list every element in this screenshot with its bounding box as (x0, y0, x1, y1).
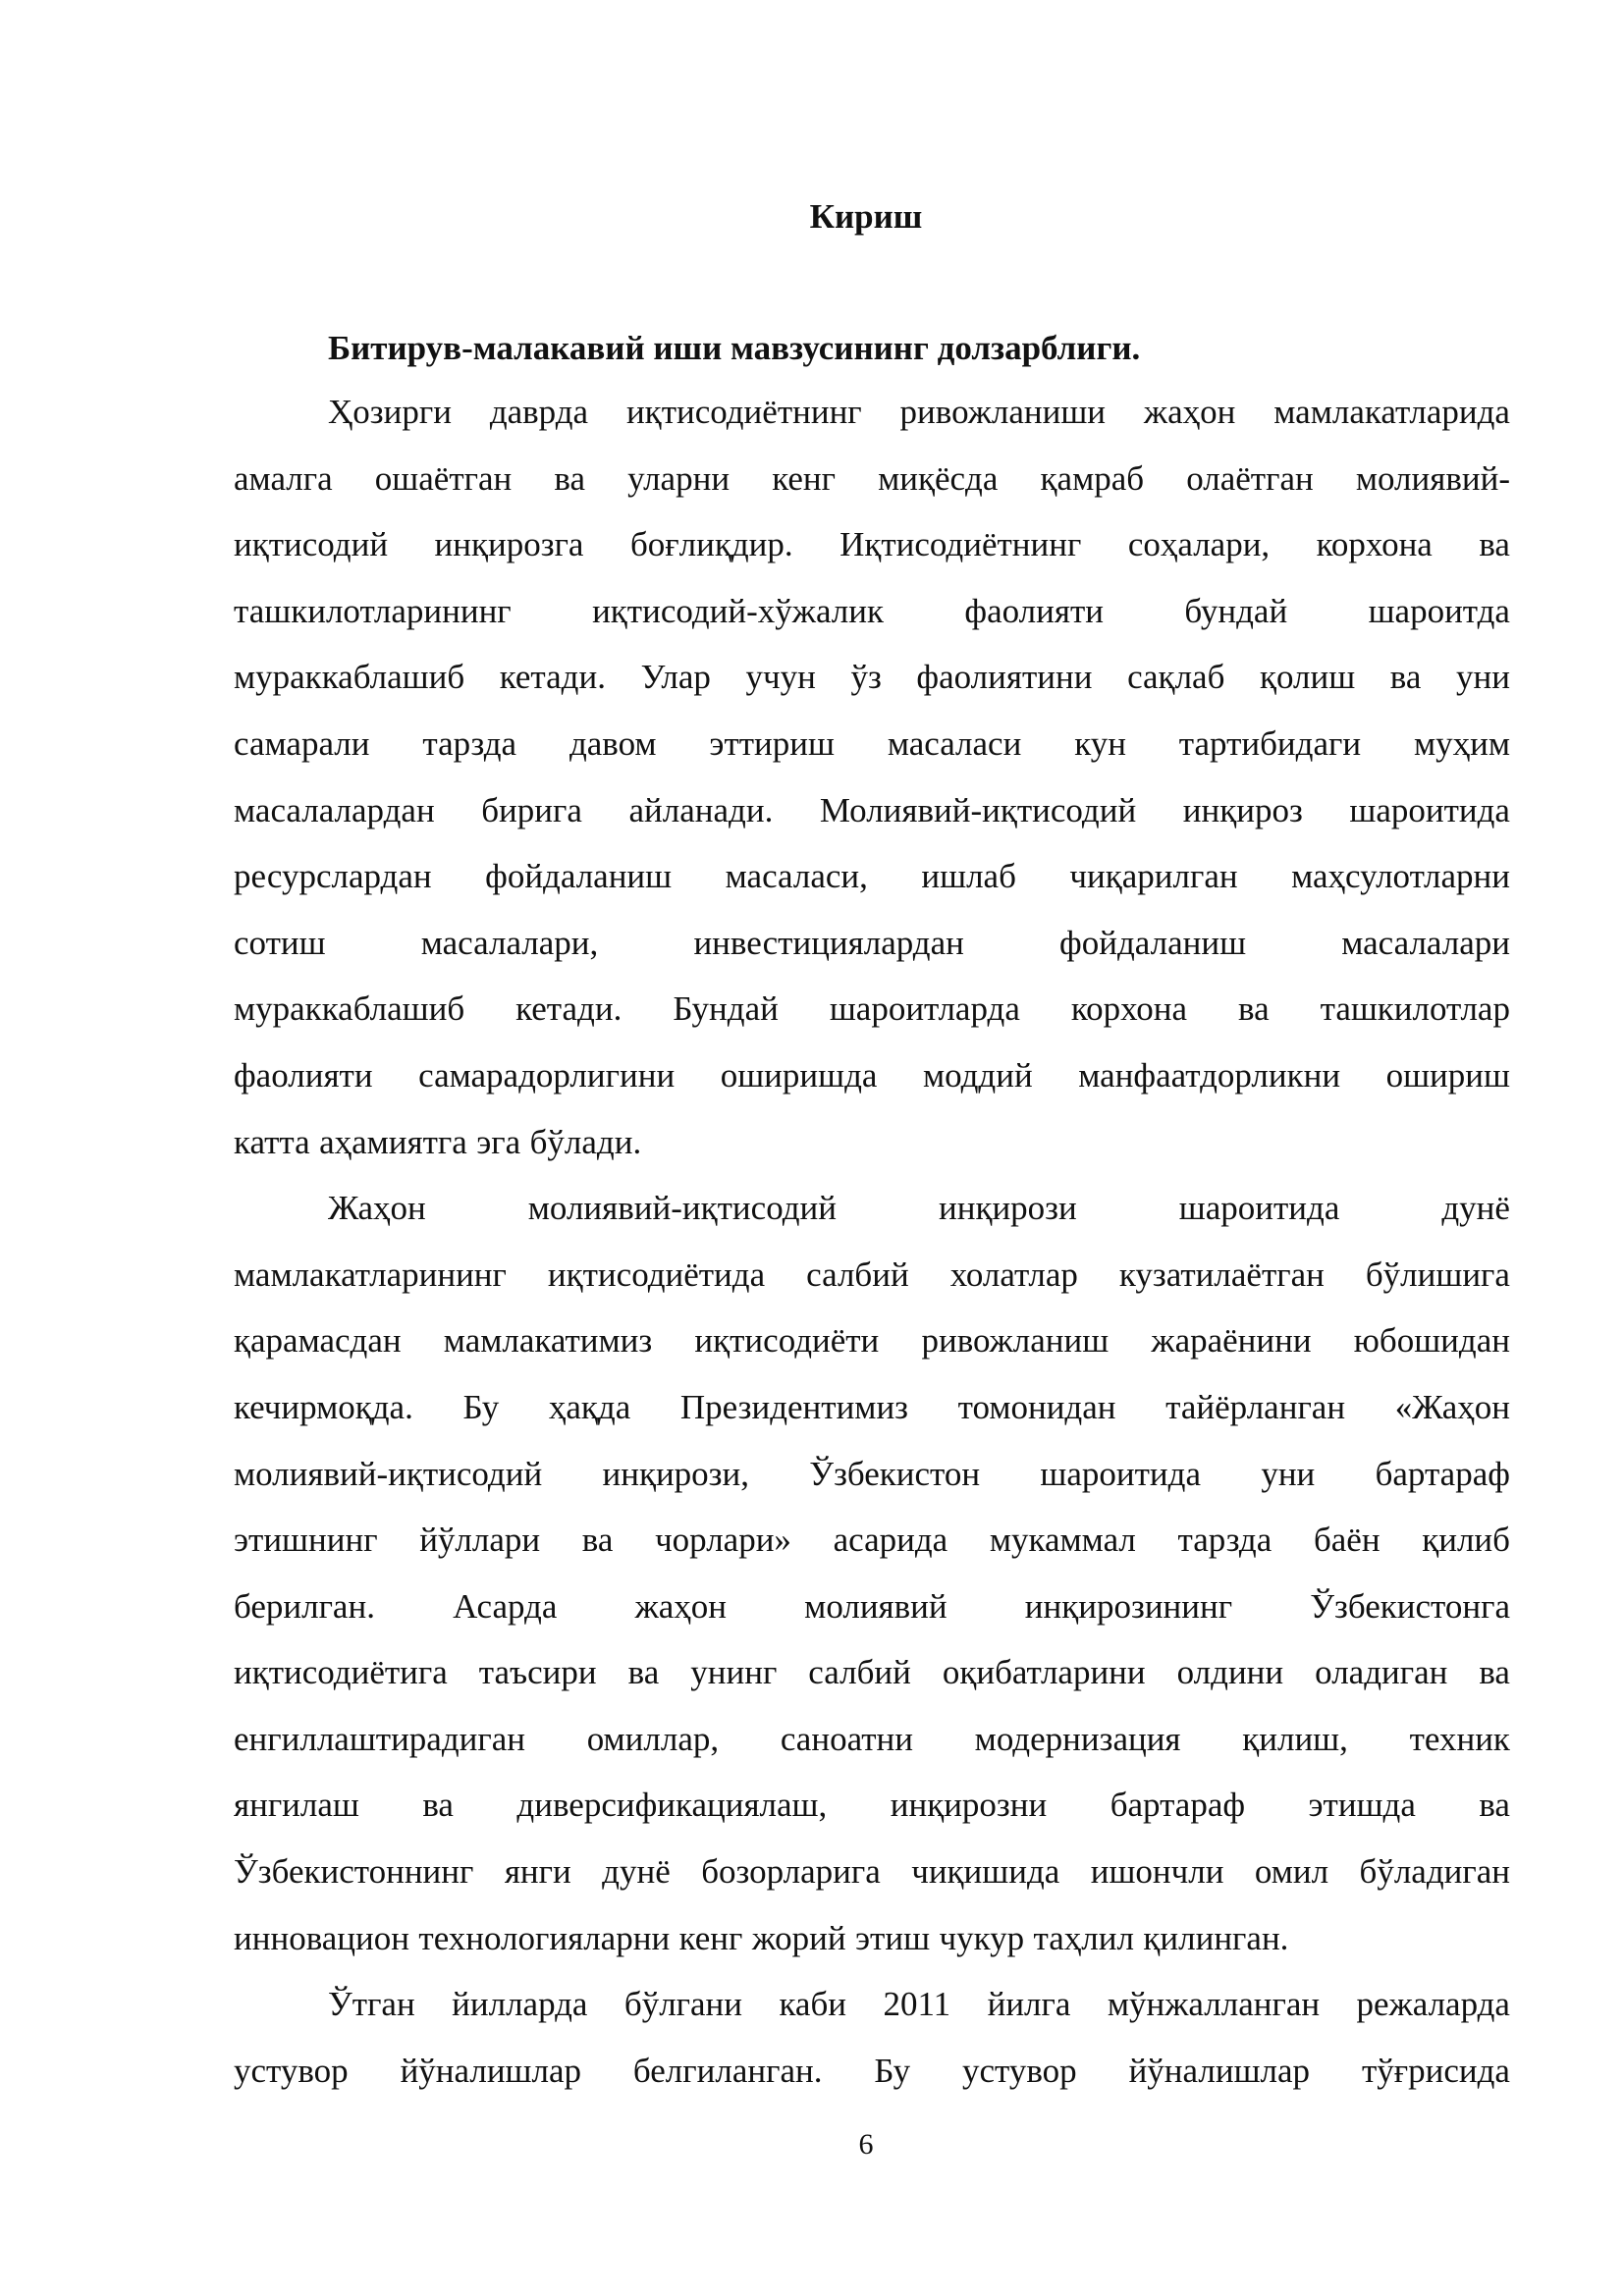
text-line (234, 1847, 1510, 1914)
word: мамлакатимиз (443, 1321, 653, 1361)
word: фаолиятини (916, 658, 1093, 697)
word: молиявий (804, 1586, 947, 1626)
word: асарида (833, 1521, 948, 1560)
word: салбий (808, 1653, 911, 1692)
word: бозорларига (701, 1852, 881, 1892)
word: оқибатларини (942, 1653, 1146, 1692)
word: мураккаблашиб (234, 658, 465, 697)
word: жаҳон (634, 1586, 728, 1626)
text-line (234, 1450, 1510, 1517)
word: ва (627, 1653, 660, 1692)
word: Бундай (673, 989, 779, 1029)
text-line (234, 919, 1510, 986)
word: Бу (874, 2051, 911, 2090)
word: йўналишлар (1128, 2051, 1311, 2090)
word: манфаатдорликни (1078, 1055, 1341, 1095)
word: бўладиган (1359, 1852, 1510, 1892)
text-line (234, 520, 1510, 587)
word: мамлакатларида (1273, 393, 1510, 431)
word: енгиллаштирадиган (234, 1719, 525, 1758)
word: ва (554, 458, 585, 498)
word: модернизация (974, 1719, 1181, 1758)
word: фаолияти (964, 591, 1104, 630)
word: қилинган. (1143, 1918, 1289, 1957)
word: эга (476, 1122, 521, 1161)
word: қилиш, (1242, 1719, 1348, 1758)
word: оладиган (1315, 1653, 1448, 1692)
word: омил (1254, 1852, 1329, 1892)
word: бундай (1184, 591, 1288, 630)
word: Жаҳон (328, 1189, 426, 1228)
text-line (234, 1781, 1510, 1847)
word: Ўтган (328, 1985, 415, 2024)
word: Иқтисодиётнинг (839, 525, 1082, 564)
word: ва (1238, 989, 1270, 1029)
word: бўлади. (529, 1122, 642, 1161)
word: ишлаб (921, 857, 1016, 896)
word: Молиявий-иқтисодий (819, 790, 1137, 829)
text-line (234, 720, 1510, 786)
word: техник (1409, 1719, 1510, 1758)
word: иқтисодиёти (694, 1321, 880, 1361)
word: тайёрланган (1165, 1387, 1346, 1426)
word: даврда (489, 393, 589, 431)
word: айланади. (628, 790, 774, 829)
word: кузатилаётган (1118, 1255, 1325, 1294)
page-title: Кириш (809, 197, 923, 236)
word: чиқарилган (1069, 857, 1238, 896)
word: технологияларни (418, 1918, 671, 1957)
word: иқтисодий-хўжалик (592, 591, 884, 630)
word: ресурслардан (234, 857, 432, 896)
word: шароитида (1040, 1454, 1202, 1493)
word: тарзда (422, 723, 517, 763)
text-line (234, 388, 1510, 454)
word: ҳақда (548, 1387, 631, 1426)
word: фойдаланиш (485, 857, 673, 896)
text-line (234, 2047, 1510, 2113)
word: аҳамиятга (319, 1122, 467, 1161)
text-line (234, 1914, 1510, 1981)
word: кенг (678, 1918, 743, 1957)
word: дунё (602, 1852, 671, 1892)
text-line (234, 454, 1510, 521)
word: инқирози, (602, 1454, 749, 1493)
section-heading: Битирув-малакавий иши мавзусининг долзарблиги. (328, 329, 1141, 367)
word: Улар (640, 658, 711, 697)
word: жорий (751, 1918, 846, 1957)
word: қамраб (1040, 458, 1145, 498)
word: ошаётган (374, 458, 513, 498)
word: ишончли (1090, 1852, 1224, 1892)
word: тартибидаги (1178, 723, 1362, 763)
word: инқироз (1182, 790, 1303, 829)
text-line (234, 1980, 1510, 2047)
word: шароитида (1178, 1189, 1340, 1228)
text-line (234, 1051, 1510, 1118)
word: инқирозни (890, 1786, 1048, 1825)
word: давом (568, 723, 657, 763)
word: иқтисодиётида (547, 1255, 766, 1294)
word: масаласи (887, 723, 1022, 763)
word: кун (1074, 723, 1126, 763)
word: молиявий-иқтисодий (234, 1454, 543, 1493)
word: йўналишлар (400, 2051, 582, 2090)
word: миқёсда (878, 458, 999, 498)
word: таъсири (478, 1653, 597, 1692)
word: кетади. (515, 989, 623, 1029)
word: бартараф (1110, 1786, 1246, 1825)
word: инқирозининг (1024, 1586, 1233, 1626)
word: салбий (806, 1255, 909, 1294)
word: молиявий- (1355, 458, 1510, 498)
word: устувор (234, 2051, 349, 2090)
text-line (234, 852, 1510, 919)
text-line (234, 1715, 1510, 1782)
word: ривожланиш (921, 1321, 1110, 1361)
text-line (234, 985, 1510, 1051)
word: инқирози (938, 1189, 1077, 1228)
word: корхона (1070, 989, 1188, 1029)
text-line (234, 1582, 1510, 1649)
word: учун (745, 658, 816, 697)
word: холатлар (949, 1255, 1078, 1294)
word: ва (1389, 658, 1422, 697)
word: этишнинг (234, 1521, 378, 1560)
word: инновацион (234, 1918, 409, 1957)
word: томонидан (957, 1387, 1116, 1426)
word: қилиб (1422, 1521, 1510, 1560)
word: йилга (987, 1985, 1071, 2024)
word: қарамасдан (234, 1321, 402, 1361)
word: бўлгани (623, 1985, 743, 2024)
word: фойдаланиш (1059, 923, 1247, 962)
word: соҳалари, (1127, 525, 1271, 564)
word: катта (234, 1122, 310, 1161)
word: «Жаҳон (1394, 1387, 1510, 1426)
word: масаласи, (725, 857, 868, 896)
word: ташкилотлар (1320, 989, 1510, 1029)
text-line (234, 786, 1510, 853)
word: маҳсулотларни (1291, 857, 1510, 896)
word: режаларда (1356, 1985, 1510, 2024)
word: амалга (234, 458, 333, 498)
word: олаётган (1186, 458, 1314, 498)
word: бартараф (1375, 1454, 1510, 1493)
word: уни (1261, 1454, 1316, 1493)
word: боғлиқдир. (629, 525, 793, 564)
word: йилларда (452, 1985, 588, 2024)
word: моддий (922, 1055, 1033, 1095)
word: ўз (850, 658, 882, 697)
word: тўғрисида (1361, 2051, 1510, 2090)
word: унинг (690, 1653, 778, 1692)
word: инқирозга (434, 525, 584, 564)
word: ва (1479, 525, 1510, 564)
word: уни (1456, 658, 1510, 697)
page-number: 6 (858, 2128, 874, 2161)
word: шароитда (1368, 591, 1510, 630)
word: самарадорлигини (418, 1055, 676, 1095)
word: қолиш (1259, 658, 1356, 697)
word: ва (422, 1786, 454, 1825)
word: кечирмоқда. (234, 1387, 413, 1426)
word: Президентимиз (679, 1387, 909, 1426)
text-line (234, 1316, 1510, 1383)
word: йўллари (419, 1521, 541, 1560)
word: бўлишига (1365, 1255, 1510, 1294)
word: масалалардан (234, 790, 435, 829)
word: саноатни (780, 1719, 913, 1758)
word: Асарда (453, 1586, 558, 1626)
word: иқтисодиётнинг (625, 393, 862, 431)
word: омиллар, (586, 1719, 720, 1758)
word: кетади. (499, 658, 606, 697)
word: самарали (234, 723, 370, 763)
text-line (234, 1184, 1510, 1251)
word: молиявий-иқтисодий (527, 1189, 837, 1228)
word: ва (1479, 1653, 1510, 1692)
word: Ўзбекистоннинг (234, 1852, 474, 1892)
word: шароитида (1349, 790, 1510, 829)
text-line (234, 587, 1510, 654)
word: мўнжалланган (1107, 1985, 1321, 2024)
word: бирига (481, 790, 582, 829)
word: жараёнини (1151, 1321, 1312, 1361)
word: янги (504, 1852, 571, 1892)
word: масалалари, (420, 923, 599, 962)
text-line (234, 1118, 1510, 1185)
word: олдини (1176, 1653, 1284, 1692)
word: янгилаш (234, 1786, 359, 1825)
word: таҳлил (1033, 1918, 1134, 1957)
word: баён (1313, 1521, 1380, 1560)
word: ошириш (1385, 1055, 1510, 1095)
word: оширишда (720, 1055, 878, 1095)
word: диверсификациялаш, (516, 1786, 828, 1825)
word: юбошидан (1353, 1321, 1510, 1361)
word: иқтисодиётига (234, 1653, 448, 1692)
word: эттириш (709, 723, 835, 763)
word: фаолияти (234, 1055, 373, 1095)
word: сақлаб (1127, 658, 1225, 697)
word: Ҳозирги (328, 393, 452, 431)
word: шароитларда (829, 989, 1020, 1029)
word: кенг (772, 458, 836, 498)
word: корхона (1316, 525, 1433, 564)
word: белгиланган. (632, 2051, 823, 2090)
word: мураккаблашиб (234, 989, 465, 1029)
word: этишда (1308, 1786, 1416, 1825)
word: Ўзбекистонга (1310, 1586, 1510, 1626)
word: ташкилотларининг (234, 591, 512, 630)
word: чорлари» (655, 1521, 791, 1560)
text-line (234, 1516, 1510, 1582)
word: чиқишида (911, 1852, 1060, 1892)
word: тарзда (1177, 1521, 1272, 1560)
word: ва (581, 1521, 614, 1560)
word: мукаммал (989, 1521, 1136, 1560)
text-line (234, 653, 1510, 720)
word: жаҳон (1143, 393, 1236, 431)
word: иқтисодий (234, 525, 389, 564)
word: уларни (627, 458, 731, 498)
text-line (234, 1648, 1510, 1715)
word: Ўзбекистон (809, 1454, 981, 1493)
word: чукур (939, 1918, 1025, 1957)
word: мамлакатларининг (234, 1255, 507, 1294)
word: сотиш (234, 923, 326, 962)
word: 2011 (883, 1985, 951, 2024)
text-line (234, 1251, 1510, 1317)
word: устувор (962, 2051, 1077, 2090)
word: Бу (462, 1387, 500, 1426)
body-text (234, 388, 1510, 2112)
word: инвестициялардан (693, 923, 964, 962)
word: муҳим (1413, 723, 1510, 763)
word: ва (1479, 1786, 1510, 1825)
word: берилган. (234, 1586, 375, 1626)
text-line (234, 1383, 1510, 1450)
word: каби (779, 1985, 847, 2024)
word: ривожланиши (899, 393, 1107, 431)
word: масалалари (1341, 923, 1510, 962)
word: дунё (1441, 1189, 1510, 1228)
word: этиш (855, 1918, 931, 1957)
